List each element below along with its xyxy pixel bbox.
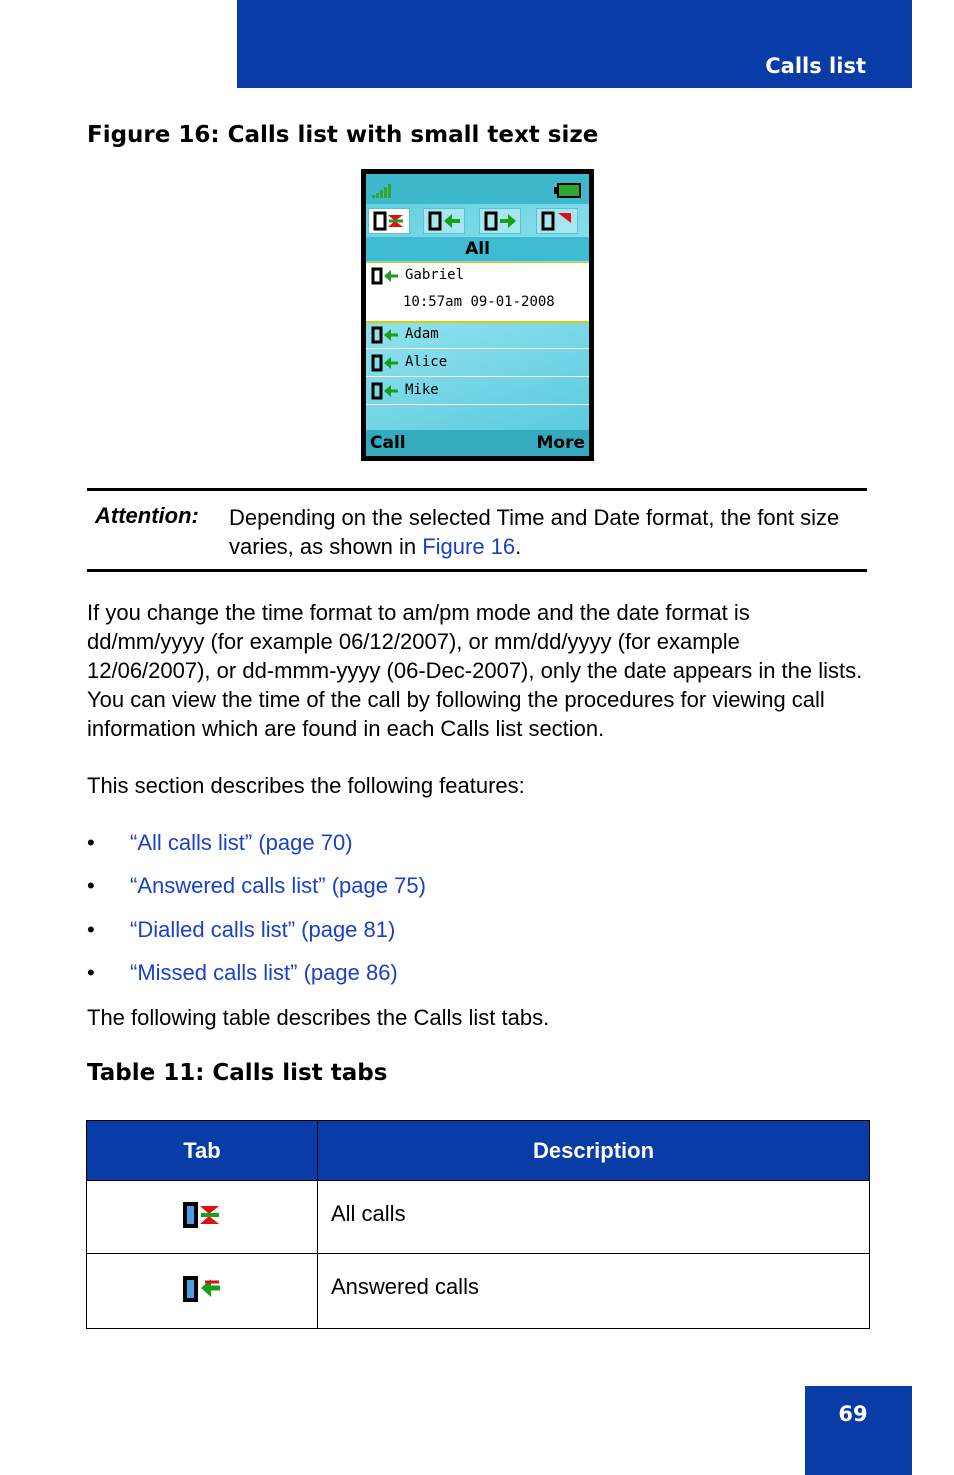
attention-text-body: Depending on the selected Time and Date format, the font size varies, as shown in bbox=[229, 505, 840, 559]
softkey-call[interactable]: Call bbox=[370, 433, 406, 453]
column-header-tab: Tab bbox=[87, 1121, 318, 1181]
phone-tab-heading: All bbox=[366, 237, 589, 261]
attention-text bbox=[229, 503, 859, 561]
phone-status-bar bbox=[366, 174, 589, 204]
figure-title: Figure 16: Calls list with small text size bbox=[87, 122, 599, 148]
softkey-more[interactable]: More bbox=[536, 433, 585, 453]
phone-tab-missed[interactable] bbox=[536, 208, 578, 234]
attention-label: Attention: bbox=[95, 503, 199, 528]
paragraph-table-intro: The following table describes the Calls list tabs. bbox=[87, 1005, 550, 1030]
phone-entry-name: Gabriel bbox=[405, 267, 465, 283]
table-row bbox=[87, 1181, 870, 1254]
link-missed-calls-list[interactable]: “Missed calls list” (page 86) bbox=[130, 960, 398, 985]
all-calls-icon bbox=[369, 209, 409, 233]
table-row bbox=[87, 1254, 870, 1329]
phone-tabs bbox=[366, 206, 589, 234]
bullet-marker: • bbox=[87, 960, 95, 985]
table-cell-description: All calls bbox=[318, 1181, 870, 1254]
paragraph-time-format: If you change the time format to am/pm mode and the date format is dd/mm/yyyy (for example 06/12/2007), or mm/dd/yyyy (for example 12/06/2007), or dd-mmm-yyyy (06-Dec-2007), only the date appears in the lists. You can view the time of the call by following the procedures for viewing call information which are found in each Calls list section. bbox=[87, 600, 863, 741]
column-header-description: Description bbox=[318, 1121, 870, 1181]
missed-calls-icon bbox=[537, 209, 577, 233]
paragraph-features-intro: This section describes the following features: bbox=[87, 773, 525, 798]
phone-entry[interactable] bbox=[366, 322, 589, 349]
link-all-calls-list[interactable]: “All calls list” (page 70) bbox=[130, 830, 353, 855]
phone-tab-answered[interactable] bbox=[423, 208, 465, 234]
dialled-calls-icon bbox=[480, 209, 520, 233]
phone-screenshot bbox=[361, 169, 594, 461]
table-title: Table 11: Calls list tabs bbox=[87, 1060, 388, 1086]
table-header-row bbox=[87, 1121, 870, 1181]
phone-entry-name: Adam bbox=[405, 326, 439, 342]
phone-entry[interactable] bbox=[366, 378, 589, 405]
answered-calls-icon bbox=[371, 267, 399, 285]
section-title: Calls list bbox=[765, 54, 866, 78]
phone-entry[interactable] bbox=[366, 350, 589, 377]
phone-selected-entry[interactable] bbox=[366, 262, 589, 323]
answered-calls-icon bbox=[181, 1272, 223, 1304]
page-number: 69 bbox=[838, 1402, 868, 1426]
phone-tab-dialled[interactable] bbox=[479, 208, 521, 234]
bullet-marker: • bbox=[87, 830, 95, 855]
battery-icon bbox=[557, 183, 581, 198]
attention-bottom-rule bbox=[87, 569, 867, 572]
phone-entry-date: 09-01-2008 bbox=[470, 294, 555, 310]
phone-screen bbox=[366, 174, 589, 456]
table-cell-description: Answered calls bbox=[318, 1254, 870, 1329]
calls-list-tabs-table bbox=[86, 1120, 870, 1329]
table-cell-icon bbox=[87, 1254, 318, 1329]
all-calls-icon bbox=[181, 1198, 223, 1230]
answered-calls-icon bbox=[424, 209, 464, 233]
attention-top-rule bbox=[87, 488, 867, 491]
phone-entry-name: Alice bbox=[405, 354, 448, 370]
bullet-marker: • bbox=[87, 917, 95, 942]
figure-16-link[interactable]: Figure 16 bbox=[422, 534, 516, 559]
bullet-marker: • bbox=[87, 873, 95, 898]
phone-entry-time: 10:57am bbox=[403, 294, 463, 310]
footer-band bbox=[805, 1386, 912, 1475]
phone-entry-datetime bbox=[403, 294, 555, 310]
table-cell-icon bbox=[87, 1181, 318, 1254]
header-band bbox=[237, 0, 912, 88]
link-answered-calls-list[interactable]: “Answered calls list” (page 75) bbox=[130, 873, 426, 898]
phone-softkeys bbox=[366, 430, 589, 456]
answered-calls-icon bbox=[371, 382, 399, 400]
answered-calls-icon bbox=[371, 326, 399, 344]
phone-tab-all[interactable] bbox=[368, 208, 410, 234]
answered-calls-icon bbox=[371, 354, 399, 372]
attention-text-end: . bbox=[515, 534, 522, 559]
link-dialled-calls-list[interactable]: “Dialled calls list” (page 81) bbox=[130, 917, 396, 942]
phone-entry-name: Mike bbox=[405, 382, 439, 398]
